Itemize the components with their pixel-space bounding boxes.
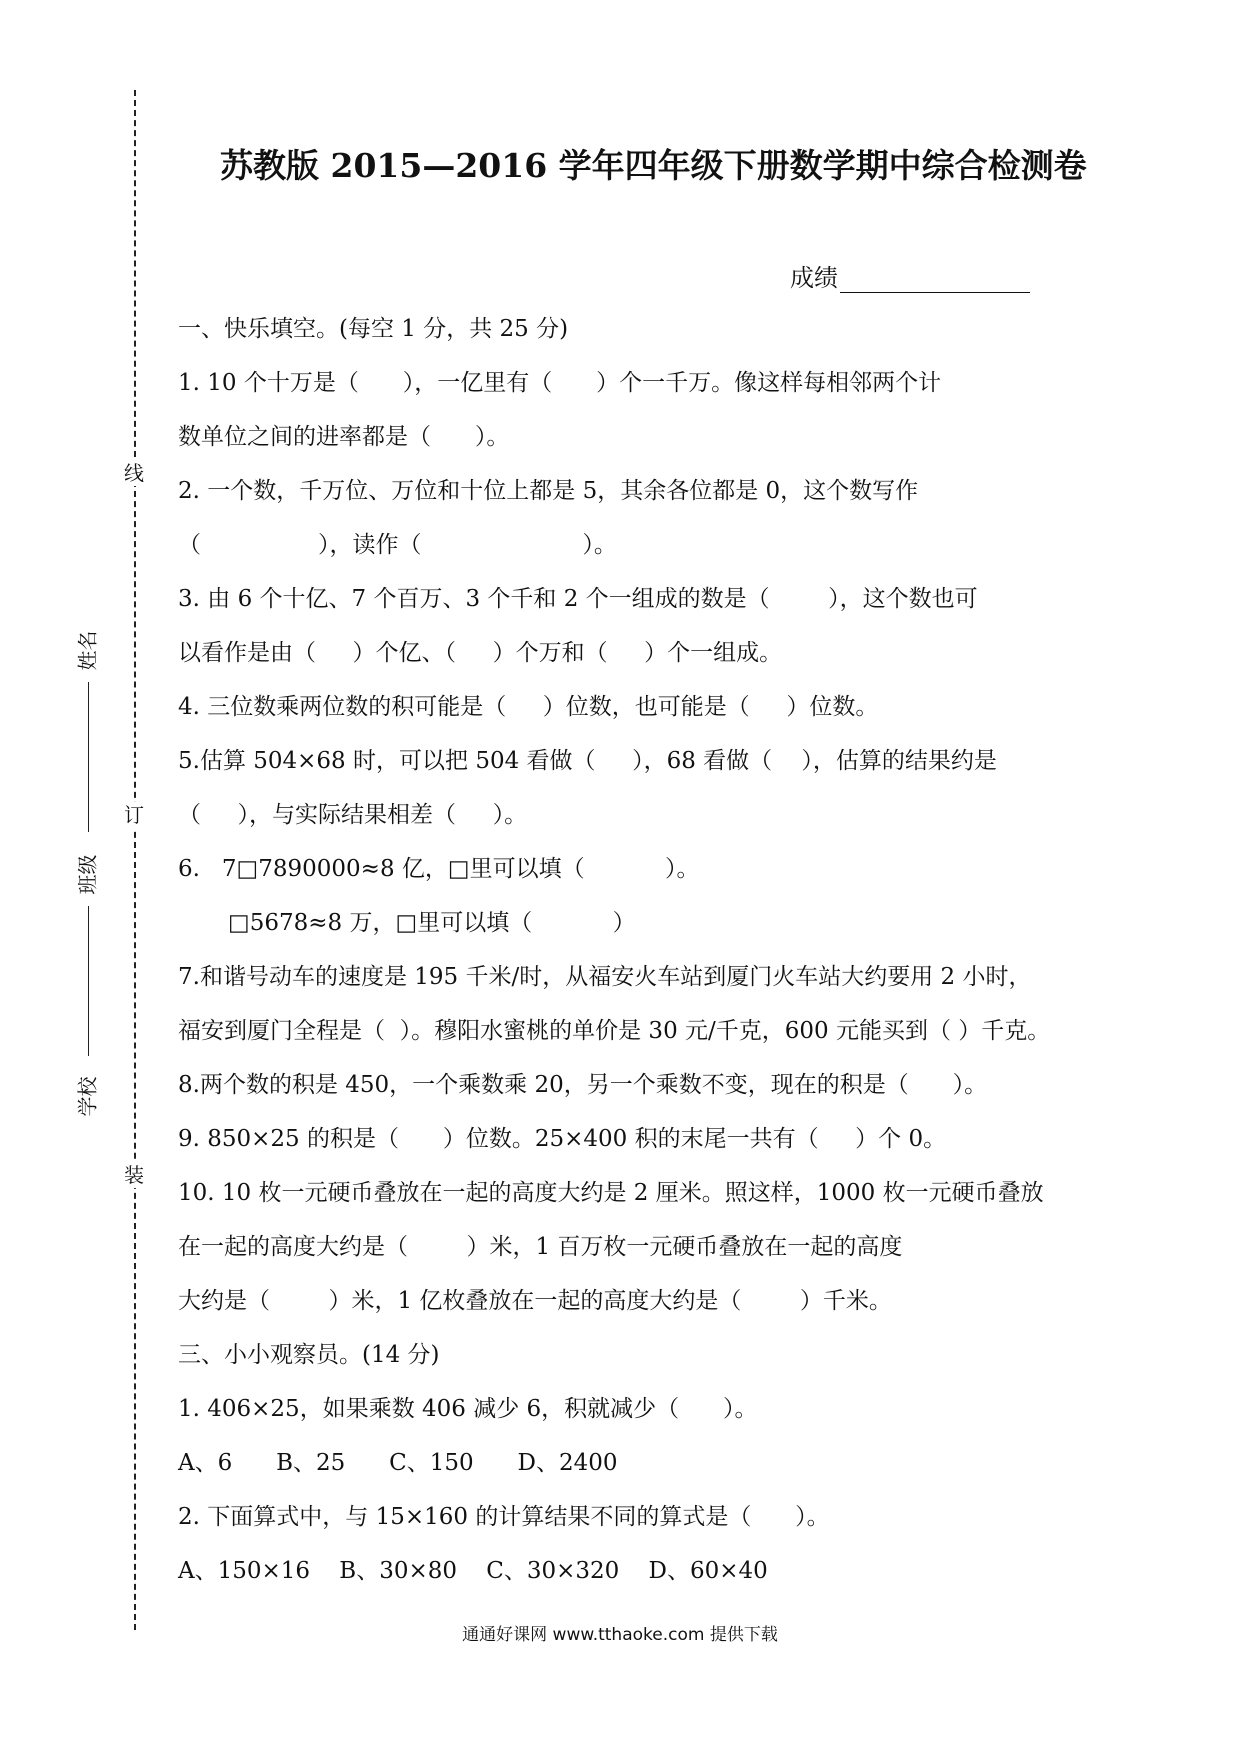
class-label: 班级 <box>75 854 100 895</box>
question-line: 10. 10 枚一元硬币叠放在一起的高度大约是 2 厘米。照这样，1000 枚一元硬币叠放 <box>178 1180 1044 1206</box>
question-line: 数单位之间的进率都是（ ）。 <box>178 424 510 450</box>
question-line: 1. 406×25，如果乘数 406 减少 6，积就减少（ ）。 <box>178 1396 758 1422</box>
section-heading: 一、快乐填空。(每空 1 分，共 25 分) <box>178 316 569 342</box>
question-line: 5.估算 504×68 时，可以把 504 看做（ ），68 看做（ ），估算的结果约是 <box>178 748 997 774</box>
class-field-line <box>88 906 89 1056</box>
question-line: 7.和谐号动车的速度是 195 千米/时，从福安火车站到厦门火车站大约要用 2 小时， <box>178 964 1032 990</box>
answer-options: A、6 B、25 C、150 D、2400 <box>178 1450 618 1476</box>
question-line: （ ），读作（ ）。 <box>178 532 617 558</box>
answer-options: A、150×16 B、30×80 C、30×320 D、60×40 <box>178 1558 768 1584</box>
school-label: 学校 <box>75 1076 100 1117</box>
question-line: □5678≈8 万，□里可以填（ ） <box>228 910 636 936</box>
section-heading: 三、小小观察员。(14 分) <box>178 1342 440 1368</box>
question-line: 6. 7□7890000≈8 亿，□里可以填（ ）。 <box>178 856 700 882</box>
question-line: 在一起的高度大约是（ ）米，1 百万枚一元硬币叠放在一起的高度 <box>178 1234 903 1260</box>
question-line: 以看作是由（ ）个亿、（ ）个万和（ ）个一组成。 <box>178 640 783 666</box>
binding-dashed-line <box>134 90 136 1630</box>
exam-content <box>178 302 1098 1598</box>
footer-credit: 通通好课网 www.tthaoke.com 提供下载 <box>462 1625 778 1645</box>
question-line: 1. 10 个十万是（ ），一亿里有（ ）个一千万。像这样每相邻两个计 <box>178 370 942 396</box>
question-line: 2. 下面算式中，与 15×160 的计算结果不同的算式是（ ）。 <box>178 1504 830 1530</box>
name-label: 姓名 <box>75 630 100 671</box>
binding-mark-xian: 线 <box>124 461 144 485</box>
question-line: 2. 一个数，千万位、万位和十位上都是 5，其余各位都是 0，这个数写作 <box>178 478 919 504</box>
question-line: 福安到厦门全程是（ ）。穆阳水蜜桃的单价是 30 元/千克，600 元能买到（ ）千克。 <box>178 1018 1051 1044</box>
question-line: 8.两个数的积是 450，一个乘数乘 20，另一个乘数不变，现在的积是（ ）。 <box>178 1072 988 1098</box>
binding-mark-zhuang: 装 <box>124 1163 144 1187</box>
score-field <box>790 258 1030 293</box>
question-line: 9. 850×25 的积是（ ）位数。25×400 积的末尾一共有（ ）个 0。 <box>178 1126 947 1152</box>
page-title: 苏教版 2015—2016 学年四年级下册数学期中综合检测卷 <box>220 146 1087 185</box>
name-field-line <box>88 682 89 832</box>
score-label: 成绩 <box>790 264 838 292</box>
score-blank-line <box>840 268 1030 293</box>
question-line: 4. 三位数乘两位数的积可能是（ ）位数，也可能是（ ）位数。 <box>178 694 879 720</box>
question-line: 3. 由 6 个十亿、7 个百万、3 个千和 2 个一组成的数是（ ），这个数也可 <box>178 586 978 612</box>
binding-mark-ding: 订 <box>124 803 144 827</box>
question-line: （ ），与实际结果相差（ ）。 <box>178 802 528 828</box>
question-line: 大约是（ ）米，1 亿枚叠放在一起的高度大约是（ ）千米。 <box>178 1288 892 1314</box>
